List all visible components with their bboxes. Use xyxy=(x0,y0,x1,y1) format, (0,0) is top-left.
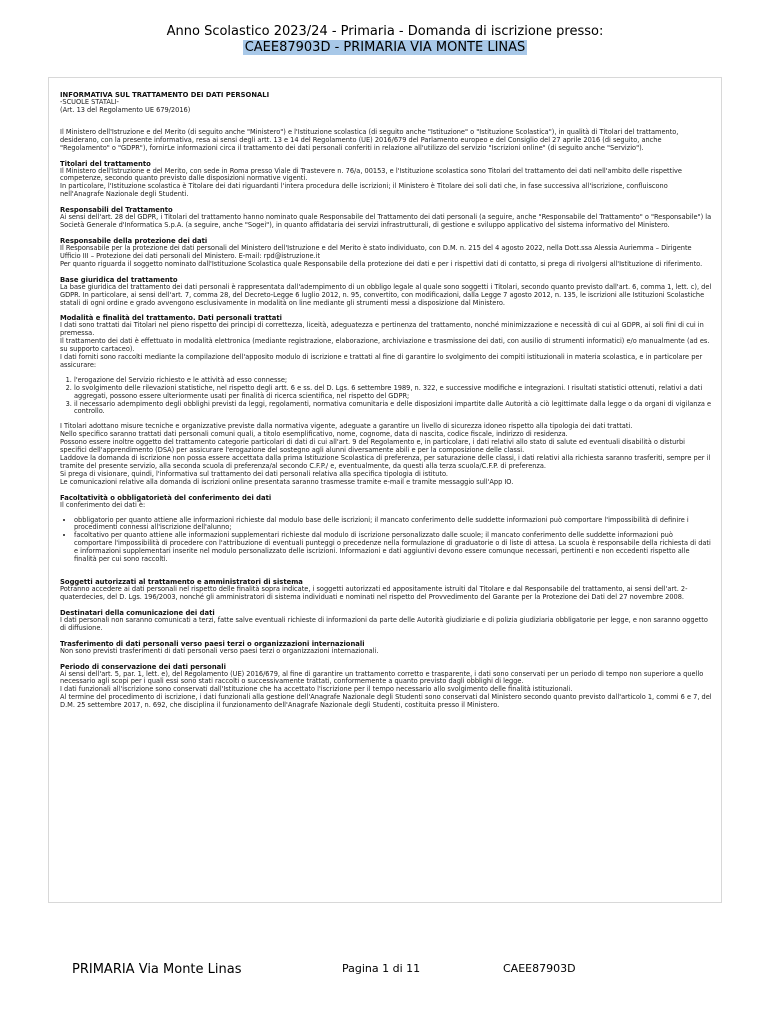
footer-school-name: PRIMARIA Via Monte Linas xyxy=(72,962,242,977)
section-paragraph: I dati sono trattati dai Titolari nel pieno rispetto dei principi di correttezza, liceità, adeguatezza e pertinenza del trattamento, nonché minimizzazione e necessità di cui al GDPR, ai soli fini di cui in premessa. xyxy=(60,321,704,338)
list-item: 2. lo svolgimento delle rilevazioni statistiche, nel rispetto degli artt. 6 e ss. del D. Lgs. 6 settembre 1989, n. 322, e successive modifiche e integrazioni. I risultati statistici ottenuti, relativi a dati aggregati, possono essere ulteriormente usati per finalità di ricerca scientifica, nel rispetto del GDPR; xyxy=(74,385,712,401)
doc-subtitle-1: -SCUOLE STATALI- xyxy=(60,98,119,106)
section-title: Trasferimento di dati personali verso paesi terzi o organizzazioni internazionali xyxy=(60,639,365,648)
section-title: Responsabili del Trattamento xyxy=(60,206,173,215)
section-paragraph: I Titolari adottano misure tecniche e organizzative previste dalla normativa vigente, adeguate a garantire un livello di sicurezza idoneo rispetto alla tipologia dei dati trattati. xyxy=(60,422,633,431)
section-paragraph: I dati funzionali all'iscrizione sono conservati dall'Istituzione che ha accettato l'iscrizione per il tempo necessario allo svolgimento delle finalità istituzionali. xyxy=(60,685,573,694)
intro-paragraph: Il Ministero dell'Istruzione e del Merito (di seguito anche "Ministero") e l'Istituzione scolastica (di seguito anche "Istituzione" o "Istituzione Scolastica"), in qualità di Titolari del trattamento, desiderano, con la presente informativa, resa ai sensi degli artt. 13 e 14 del Regolamento (UE) 2016/679 del Parlamento europeo e del Consiglio del 27 aprile 2016 (di seguito, anche "Regolamento" o "GDPR"), fornirLe informazioni circa il trattamento dei dati personali conferiti in relazione all'utilizzo del servizio "Iscrizioni online" (di seguito anche "Servizio"). xyxy=(60,127,679,152)
section-title: Base giuridica del trattamento xyxy=(60,275,178,284)
section-title: Soggetti autorizzati al trattamento e amministratori di sistema xyxy=(60,577,303,586)
section-paragraph: Per quanto riguarda il soggetto nominato dall'Istituzione Scolastica quale Responsabile della protezione dei dati e per i rispettivi dati di contatto, si prega di rivolgersi all'Istituzione di riferimento. xyxy=(60,259,703,268)
purpose-list xyxy=(60,377,712,417)
section-paragraph: Laddove la domanda di iscrizione non possa essere accettata dalla prima Istituzione Scolastica di preferenza, per saturazione delle classi, i dati relativi alla richiesta saranno trasferiti, sempre per il tramite del presente servizio, alla seconda scuola di preferenza/al secondo C.F.P./ e, eventualmente, da questi alla terza scuola/C.F.P. di preferenza. xyxy=(60,454,711,470)
section-title: Destinatari della comunicazione dei dati xyxy=(60,608,215,617)
privacy-notice xyxy=(60,91,712,710)
header-line-1: Anno Scolastico 2023/24 - Primaria - Domanda di iscrizione presso: xyxy=(166,24,604,39)
section-paragraph: Il Responsabile per la protezione dei dati personali del Ministero dell'Istruzione e del Merito è stato individuato, con D.M. n. 215 del 4 agosto 2022, nella Dott.ssa Alessia Auriemma – Dirigente Ufficio III – Protezione dei dati personali del Ministero. E-mail: rpd@istruzione.it xyxy=(60,243,692,260)
section-paragraph: Potranno accedere ai dati personali nel rispetto delle finalità sopra indicate, i soggetti autorizzati ed appositamente istruiti dal Titolare e dal Responsabile del trattamento, ai sensi dell'art. 2-quaterdecies, del D. Lgs. 196/2003, nonché gli amministratori di sistema individuati e nominati nel rispetto del Provvedimento del Garante per la Protezione dei Dati del 27 novembre 2008. xyxy=(60,584,688,601)
section-paragraph: I dati personali non saranno comunicati a terzi, fatte salve eventuali richieste di informazioni da parte delle Autorità giudiziarie e di polizia giudiziaria obbligatorie per legge, e non saranno oggetto di diffusione. xyxy=(60,615,708,632)
section-paragraph: In particolare, l'Istituzione scolastica è Titolare dei dati riguardanti l'intera procedura delle iscrizioni; il Ministero è Titolare dei soli dati che, in fase successiva all'iscrizione, confluiscono nell'Anagrafe Nazionale degli Studenti. xyxy=(60,182,668,199)
section-title: Periodo di conservazione dei dati personali xyxy=(60,662,226,671)
section-paragraph: Il trattamento dei dati è effettuato in modalità elettronica (mediante registrazione, elaborazione, archiviazione e trasmissione dei dati, con ausilio di strumenti informatici) e/o manualmente (ad es. su supporto cartaceo). xyxy=(60,337,710,354)
section-title: Facoltatività o obbligatorietà del conferimento dei dati xyxy=(60,493,272,502)
list-item: 1. l'erogazione del Servizio richiesto e le attività ad esso connesse; xyxy=(74,377,712,385)
section-paragraph: Al termine del procedimento di iscrizione, i dati funzionali alla gestione dell'Anagrafe Nazionale degli Studenti sono conservati dal Ministero secondo quanto previsto dall'articolo 1, commi 6 e 7, del D.M. 25 settembre 2017, n. 692, che disciplina il funzionamento dell'Anagrafe Nazionale degli Studenti, costituita presso il Ministero. xyxy=(60,693,712,710)
list-item: 3. il necessario adempimento degli obblighi previsti da leggi, regolamenti, normativa comunitaria e delle disposizioni impartite dalle Autorità a ciò legittimate dalla legge o da organi di vigilanza e controllo. xyxy=(74,401,712,417)
section-paragraph: Le comunicazioni relative alla domanda di iscrizioni online presentata saranno trasmesse tramite e-mail e tramite messaggio sull'App IO. xyxy=(60,477,514,486)
section-paragraph: Non sono previsti trasferimenti di dati personali verso paesi terzi o organizzazioni internazionali. xyxy=(60,646,379,655)
section-paragraph: Ai sensi dell'art. 28 del GDPR, i Titolari del trattamento hanno nominato quale Responsabile del Trattamento dei dati personali (a seguire, anche "Responsabile del Trattamento" o "Responsabile") la Società Generale d'Informatica S.p.A. (a seguire, anche "Sogei"), in quanto affidataria dei servizi infrastrutturali, di gestione e sviluppo applicativo del sistema informativo del Ministero. xyxy=(60,213,712,230)
section-title: Modalità e finalità del trattamento. Dati personali trattati xyxy=(60,314,282,323)
header-line-2 xyxy=(0,40,770,56)
school-highlight: CAEE87903D - PRIMARIA VIA MONTE LINAS xyxy=(244,40,526,55)
conferment-list xyxy=(60,517,712,564)
section-title: Titolari del trattamento xyxy=(60,159,151,168)
section-paragraph: La base giuridica del trattamento dei dati personali è rappresentata dall'adempimento di un obbligo legale al quale sono soggetti i Titolari, secondo quanto previsto dall'art. 6, comma 1, lett. c), del GDPR. In particolare, ai sensi dell'art. 7, comma 28, del Decreto-Legge 6 luglio 2012, n. 95, convertito, con modificazioni, dalla Legge 7 agosto 2012, n. 135, le iscrizioni alle Istituzioni Scolastiche statali di ogni ordine e grado avvengono esclusivamente in modalità on line mediante gli strumenti messi a disposizione dal Ministero. xyxy=(60,282,712,307)
doc-subtitle-2: (Art. 13 del Regolamento UE 679/2016) xyxy=(60,105,191,114)
section-title: Responsabile della protezione dei dati xyxy=(60,236,208,245)
page-footer xyxy=(0,961,770,981)
section-paragraph: Possono essere inoltre oggetto del trattamento categorie particolari di dati di cui all'art. 9 del Regolamento e, in particolare, i dati relativi allo stato di salute ed eventuali disabilità o disturbi specifici dell'apprendimento (DSA) per assicurare l'erogazione del sostegno agli alunni diversamente abili e per la composizione delle classi. xyxy=(60,438,685,455)
section-paragraph: Il Ministero dell'Istruzione e del Merito, con sede in Roma presso Viale di Trastevere n. 76/a, 00153, e l'Istituzione scolastica sono Titolari del trattamento dei dati nell'ambito delle rispettive competenze, secondo quanto previsto dalle disposizioni normative vigenti. xyxy=(60,166,682,183)
section-paragraph: Ai sensi dell'art. 5, par. 1, lett. e), del Regolamento (UE) 2016/679, al fine di garantire un trattamento corretto e trasparente, i dati sono conservati per un periodo di tempo non superiore a quello necessario agli scopi per i quali essi sono stati raccolti o successivamente trattati, conformemente a quanto previsto dagli obblighi di legge. xyxy=(60,669,704,686)
footer-page-number: Pagina 1 di 11 xyxy=(342,962,421,975)
section-paragraph: Il conferimento dei dati è: xyxy=(60,500,146,509)
section-paragraph: Si prega di visionare, quindi, l'informativa sul trattamento dei dati personali relativa alla specifica tipologia di istituto. xyxy=(60,469,448,478)
doc-title: INFORMATIVA SUL TRATTAMENTO DEI DATI PERSONALI xyxy=(60,91,270,99)
list-item: • obbligatorio per quanto attiene alle informazioni richieste dal modulo base delle iscrizioni; il mancato conferimento delle suddette informazioni può comportare l'impossibilità di definire i procedimenti connessi all'iscrizione dell'alunno; xyxy=(74,517,712,533)
section-paragraph: Nello specifico saranno trattati dati personali comuni quali, a titolo esemplificativo, nome, cognome, data di nascita, codice fiscale, indirizzo di residenza. xyxy=(60,430,568,439)
section-paragraph: I dati forniti sono raccolti mediante la compilazione dell'apposito modulo di iscrizione e trattati al fine di garantire lo svolgimento dei compiti istituzionali in materia scolastica, e in particolare per assicurare: xyxy=(60,353,703,369)
page-header xyxy=(0,24,770,56)
list-item: • facoltativo per quanto attiene alle informazioni supplementari richieste dal modulo di iscrizione personalizzato dalle scuole; il mancato conferimento delle suddette informazioni può comportare l'impossibilità di procedere con l'attribuzione di eventuali punteggi o precedenze nella formulazione di graduatorie o di liste di attesa. La scuola è responsabile della richiesta di dati e informazioni supplementari inserite nel modulo personalizzato delle iscrizioni. Informazioni e dati aggiuntivi devono essere comunque necessari, pertinenti e non eccedenti rispetto alle finalità per cui sono raccolti. xyxy=(74,532,712,564)
footer-school-code: CAEE87903D xyxy=(503,962,576,975)
